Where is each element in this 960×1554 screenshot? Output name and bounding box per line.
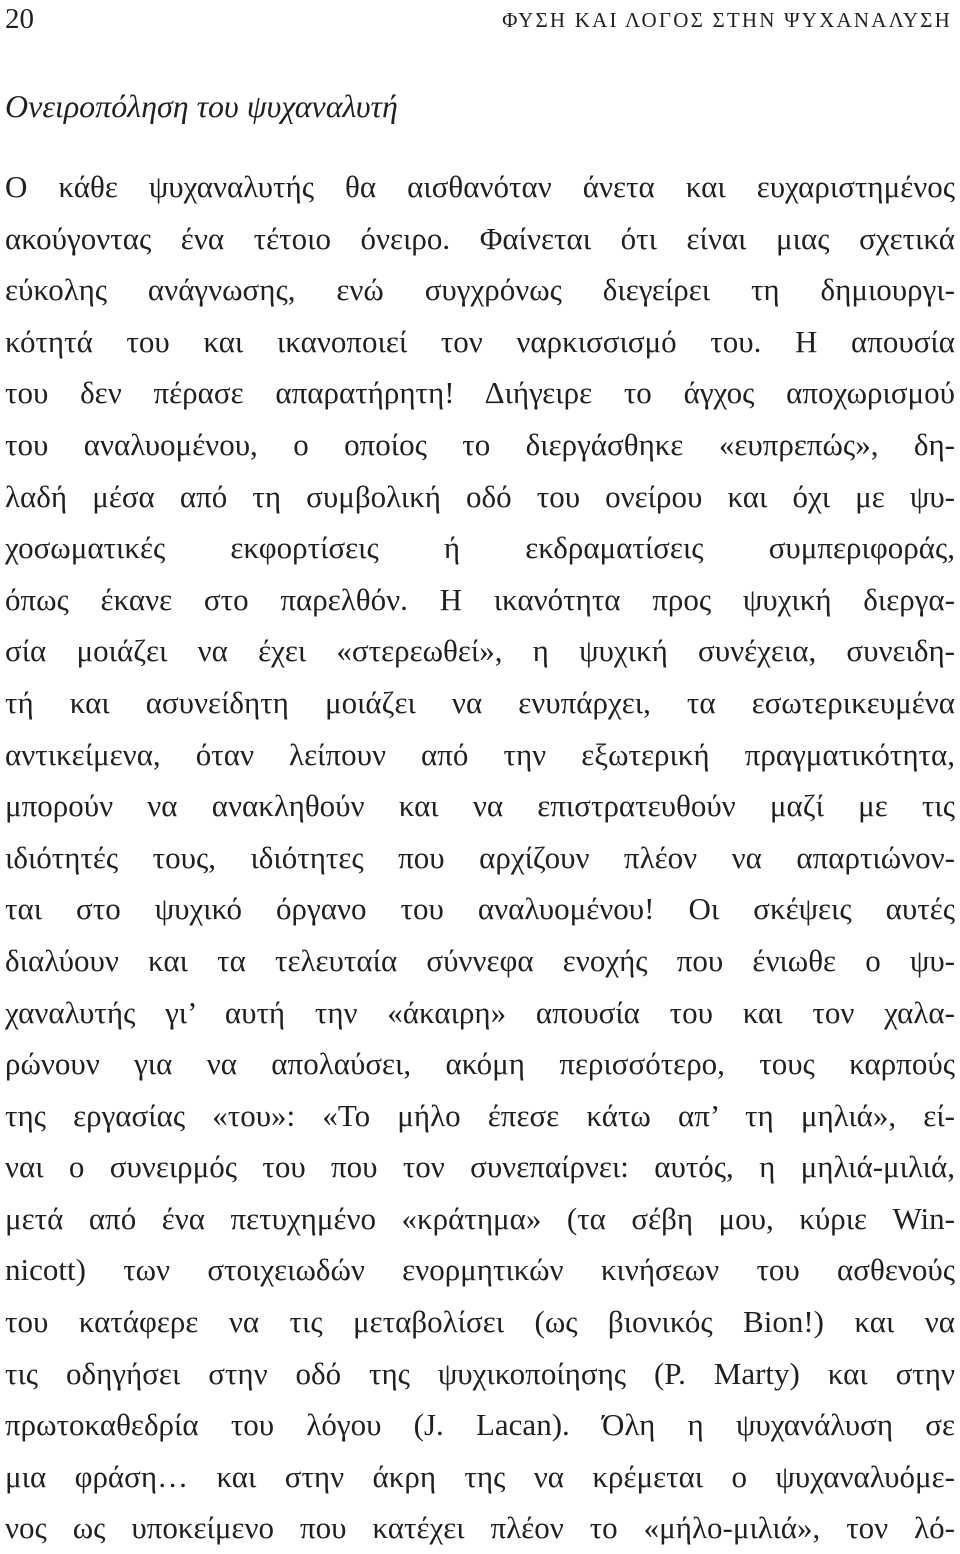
text-line: τή και ασυνείδητη μοιάζει να ενυπάρχει, τα εσωτερικευμένα — [5, 684, 955, 720]
text-line: του κατάφερε να τις μεταβολίσει (ως βιονικός Bion!) και να — [5, 1304, 955, 1340]
text-line: λαδή μέσα από τη συμβολική οδό του ονείρου και όχι με ψυ- — [5, 478, 955, 514]
text-line: μπορούν να ανακληθούν και να επιστρατευθούν μαζί με τις — [5, 788, 955, 824]
text-line: ιδιότητές τους, ιδιότητες που αρχίζουν πλέον να απαρτιώνον- — [5, 839, 955, 875]
text-line: αντικείμενα, όταν λείπουν από την εξωτερική πραγματικότητα, — [5, 736, 955, 772]
body-paragraph — [5, 161, 955, 1554]
text-line: ακούγοντας ένα τέτοιο όνειρο. Φαίνεται ότι είναι μιας σχετικά — [5, 220, 955, 256]
text-line: νος ως υποκείμενο που κατέχει πλέον το «μήλο-μιλιά», τον λό- — [5, 1510, 955, 1546]
running-title: ΦΥΣΗ ΚΑΙ ΛΟΓΟΣ ΣΤΗΝ ΨΥΧΑΝΑΛΥΣΗ — [502, 8, 952, 32]
running-head — [0, 2, 960, 38]
text-line: ρώνουν για να απολαύσει, ακόμη περισσότερο, τους καρπούς — [5, 1046, 955, 1082]
text-line: nicott) των στοιχειωδών ενορμητικών κινήσεων του ασθενούς — [5, 1252, 955, 1288]
text-line: του αναλυομένου, ο οποίος το διεργάσθηκε «ευπρεπώς», δη- — [5, 426, 955, 462]
text-line: μετά από ένα πετυχημένο «κράτημα» (τα σέβη μου, κύριε Win- — [5, 1200, 955, 1236]
text-line: της εργασίας «του»: «Το μήλο έπεσε κάτω απ’ τη μηλιά», εί- — [5, 1097, 955, 1133]
text-line: εύκολης ανάγνωσης, ενώ συγχρόνως διεγείρει τη δημιουργι- — [5, 272, 955, 308]
text-line: όπως έκανε στο παρελθόν. Η ικανότητα προς ψυχική διεργα- — [5, 581, 955, 617]
text-line: κότητά του και ικανοποιεί τον ναρκισσισμό του. Η απουσία — [5, 323, 955, 359]
text-line: μια φράση… και στην άκρη της να κρέμεται ο ψυχαναλυόμε- — [5, 1458, 955, 1494]
text-line: χαναλυτής γι’ αυτή την «άκαιρη» απουσία του και τον χαλα- — [5, 994, 955, 1030]
text-line: του δεν πέρασε απαρατήρητη! Διήγειρε το άγχος αποχωρισμού — [5, 375, 955, 411]
text-line: πρωτοκαθεδρία του λόγου (J. Lacan). Όλη η ψυχανάλυση σε — [5, 1407, 955, 1443]
text-line: σία μοιάζει να έχει «στερεωθεί», η ψυχική συνέχεια, συνειδη- — [5, 633, 955, 669]
section-heading: Ονειροπόληση του ψυχαναλυτή — [5, 88, 398, 124]
text-line: ναι ο συνειρμός του που τον συνεπαίρνει: αυτός, η μηλιά-μιλιά, — [5, 1149, 955, 1185]
page-number: 20 — [5, 3, 34, 35]
text-line: διαλύουν και τα τελευταία σύννεφα ενοχής που ένιωθε ο ψυ- — [5, 942, 955, 978]
text-line: χοσωματικές εκφορτίσεις ή εκδραματίσεις συμπεριφοράς, — [5, 530, 955, 566]
text-line: ται στο ψυχικό όργανο του αναλυομένου! Οι σκέψεις αυτές — [5, 891, 955, 927]
text-line: Ο κάθε ψυχαναλυτής θα αισθανόταν άνετα και ευχαριστημένος — [5, 169, 955, 204]
text-line: τις οδηγήσει στην οδό της ψυχικοποίησης (P. Marty) και στην — [5, 1355, 955, 1391]
